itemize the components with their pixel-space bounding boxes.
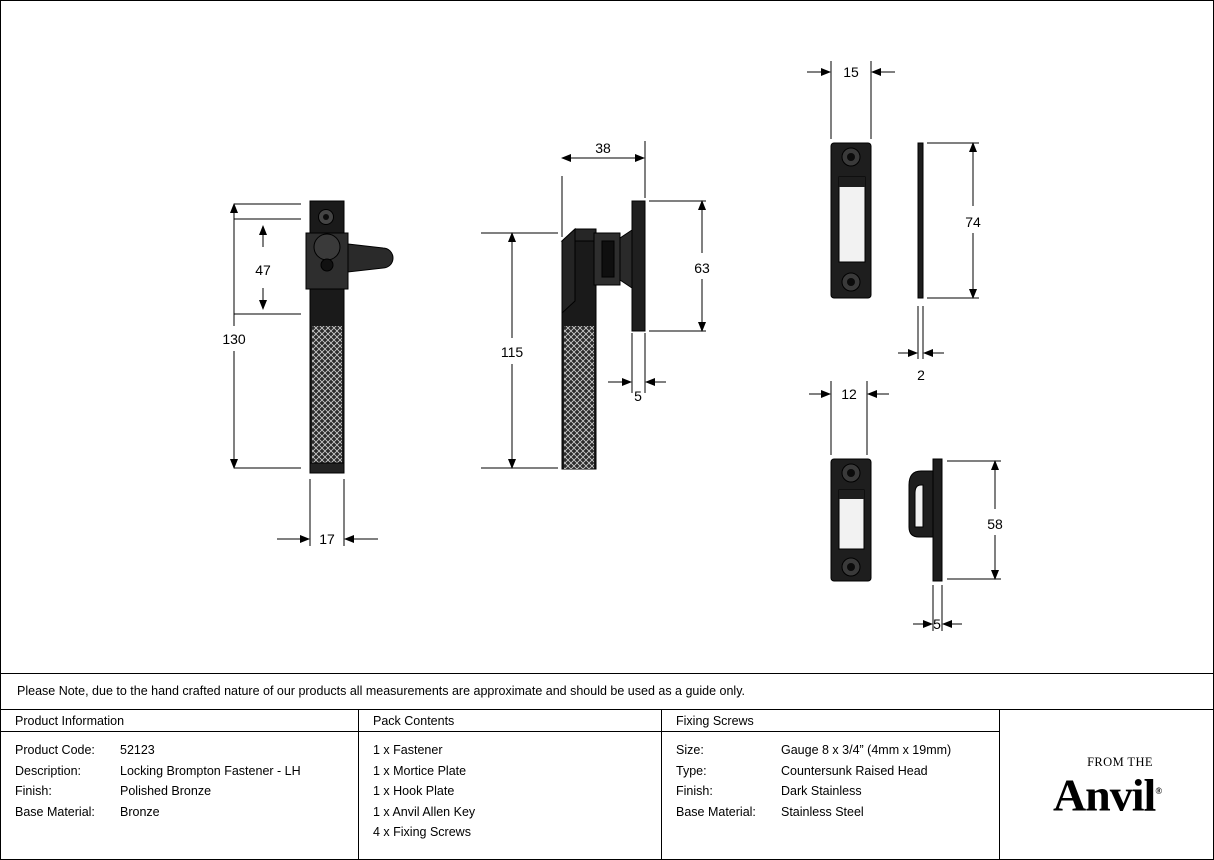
view-front-elevation: [222, 201, 393, 547]
dim-15: 15: [843, 64, 859, 80]
product-code-value: 52123: [120, 743, 155, 757]
dim-17: 17: [319, 531, 335, 547]
screw-finish-label: Finish:: [676, 784, 713, 798]
table-row: [15, 781, 358, 802]
screw-type-value: Countersunk Raised Head: [781, 763, 928, 778]
product-information-body: [1, 732, 358, 822]
screw-size-value: Gauge 8 x 3/4” (4mm x 19mm): [781, 743, 952, 757]
screw-size-label: Size:: [676, 743, 704, 757]
measurement-note-text: Please Note, due to the hand crafted nature of our products all measurements are approximate and should be used as a guide only.: [17, 684, 746, 698]
screw-type-label: Type:: [676, 763, 707, 778]
pack-contents-column: [359, 710, 662, 860]
list-item: 1 x Mortice Plate: [373, 763, 467, 778]
list-item: 1 x Fastener: [373, 743, 443, 757]
dim-47: 47: [255, 262, 271, 278]
finish-label: Finish:: [15, 784, 52, 798]
fixing-screws-body: [662, 732, 999, 822]
fixing-screws-column: [662, 710, 1000, 860]
dim-115: 115: [500, 344, 524, 360]
screw-base-material-value: Stainless Steel: [781, 804, 864, 819]
from-the-anvil-logo: [1000, 710, 1214, 860]
logo-name: [1052, 769, 1162, 821]
list-item: 1 x Anvil Allen Key: [373, 804, 476, 819]
screw-base-material-label: Base Material:: [676, 804, 756, 819]
finish-value: Polished Bronze: [120, 784, 212, 798]
pack-contents-header: Pack Contents: [359, 710, 661, 732]
table-row: [15, 761, 358, 782]
table-row: [15, 802, 358, 823]
view-hook-plate: [809, 381, 1003, 632]
table-row: [676, 802, 999, 823]
base-material-label: Base Material:: [15, 804, 95, 819]
measurement-note: [1, 673, 1214, 709]
registered-trademark-icon: ®: [1155, 785, 1162, 796]
technical-drawing: [1, 1, 1214, 673]
base-material-value: Bronze: [120, 804, 160, 819]
spec-tables: [1, 709, 1214, 860]
dim-63: 63: [694, 260, 710, 276]
dim-38: 38: [595, 140, 611, 156]
dim-58: 58: [987, 516, 1003, 532]
table-row: [676, 740, 999, 761]
dim-12: 12: [841, 386, 857, 402]
screw-finish-value: Dark Stainless: [781, 784, 862, 798]
list-item: 4 x Fixing Screws: [373, 825, 471, 839]
description-value: Locking Brompton Fastener - LH: [120, 763, 301, 778]
dim-2: 2: [917, 367, 925, 383]
logo-top-text: FROM THE: [1087, 754, 1153, 769]
list-item: 1 x Hook Plate: [373, 784, 455, 798]
dim-130: 130: [222, 331, 246, 347]
view-side-elevation: [481, 140, 710, 469]
dim-74: 74: [965, 214, 981, 230]
fixing-screws-header: Fixing Screws: [662, 710, 999, 732]
product-information-header: Product Information: [1, 710, 358, 732]
dim-5-hook: 5: [933, 616, 941, 632]
table-row: [15, 740, 358, 761]
brand-logo-column: [1000, 710, 1214, 860]
table-row: [676, 761, 999, 782]
product-code-label: Product Code:: [15, 743, 95, 757]
dim-5-side: 5: [634, 388, 642, 404]
view-mortice-plate: [807, 61, 981, 383]
description-label: Description:: [15, 763, 81, 778]
logo-name-text: Anvil: [1052, 769, 1156, 821]
table-row: [676, 781, 999, 802]
product-information-column: [1, 710, 359, 860]
pack-contents-body: [359, 732, 661, 843]
